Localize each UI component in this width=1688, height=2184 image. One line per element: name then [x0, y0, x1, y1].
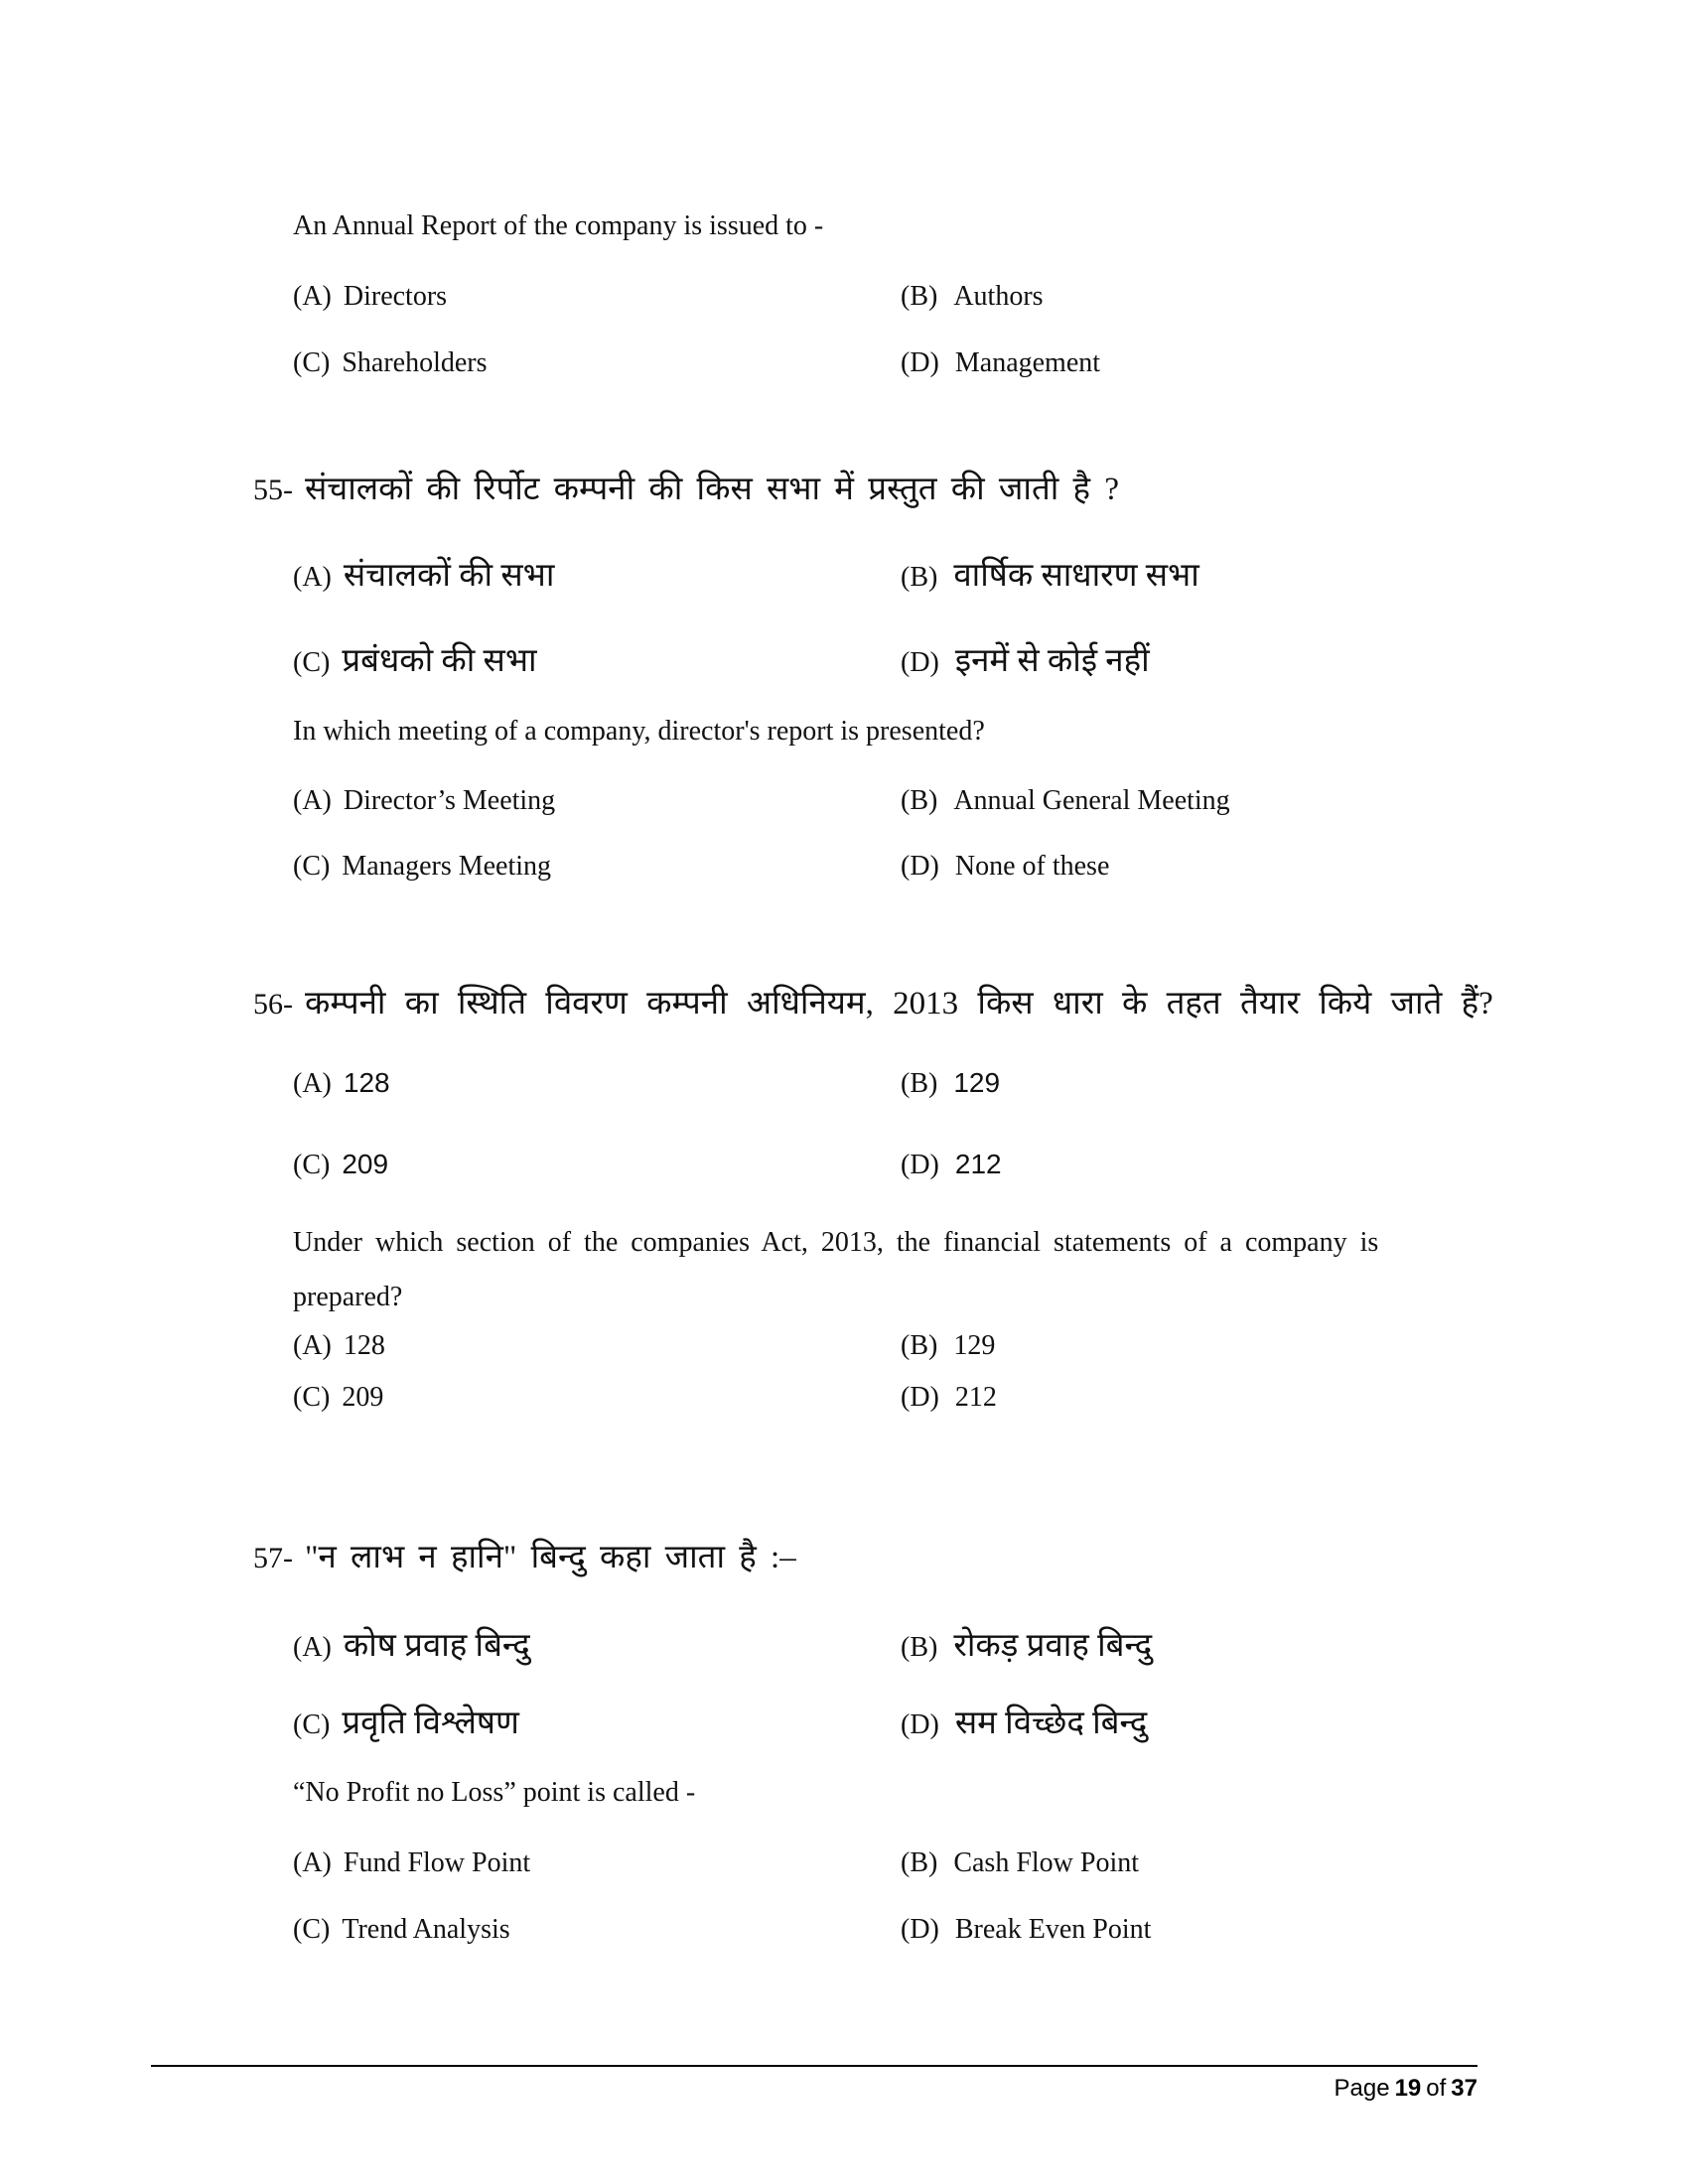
option-c-text: प्रवृति विश्लेषण: [342, 1706, 519, 1741]
option-a: [293, 1628, 530, 1664]
option-c: [293, 851, 551, 882]
option-d-label: (D): [901, 851, 939, 882]
option-c: [293, 643, 537, 679]
option-d: [901, 636, 1150, 681]
option-a: [293, 1067, 390, 1099]
option-a-text: 128: [343, 1067, 390, 1098]
option-d-text: Management: [954, 347, 1101, 378]
option-b-label: (B): [901, 785, 938, 816]
option-b-text: रोकड़ प्रवाह बिन्दु: [953, 1628, 1153, 1664]
option-d-text: None of these: [954, 851, 1110, 882]
option-d-label: (D): [901, 647, 939, 678]
option-b: [901, 1621, 1152, 1666]
question-55-hindi: [253, 465, 1119, 509]
option-d-text: 212: [954, 1149, 1002, 1179]
option-c-text: Shareholders: [342, 347, 488, 378]
question-56-number: 56-: [253, 988, 293, 1021]
option-c-text: Trend Analysis: [342, 1914, 510, 1945]
option-c-label: (C): [293, 1709, 331, 1740]
option-c-label: (C): [293, 851, 331, 882]
option-a-label: (A): [293, 1330, 332, 1361]
option-a-text: संचालकों की सभा: [343, 558, 555, 594]
question-57-english-options-row-1: [293, 1847, 1504, 1879]
option-d-text: सम विच्छेद बिन्दु: [954, 1706, 1148, 1741]
footer-divider-line: [151, 2065, 1477, 2067]
option-c-label: (C): [293, 1914, 331, 1945]
option-b-label: (B): [901, 1330, 938, 1361]
question-54-english-options-row-2: [293, 347, 1504, 379]
question-56-hindi-text: कम्पनी का स्थिति विवरण कम्पनी अधिनियम, 2013 किस धारा के तहत तैयार किये जाते हैं?: [305, 986, 1493, 1022]
option-d-label: (D): [901, 1150, 939, 1180]
question-57-english-text: “No Profit no Loss” point is called -: [293, 1777, 696, 1808]
option-b: [901, 551, 1199, 596]
option-d-label: (D): [901, 347, 939, 378]
option-c-label: (C): [293, 1382, 331, 1413]
option-c: [293, 1149, 389, 1180]
option-b: [901, 1847, 1139, 1879]
option-b-text: 129: [953, 1067, 1001, 1098]
option-a: [293, 785, 555, 816]
question-55-hindi-options-row-2: [293, 636, 1504, 681]
option-d-label: (D): [901, 1709, 939, 1740]
option-b-label: (B): [901, 1632, 938, 1663]
option-a-text: कोष प्रवाह बिन्दु: [343, 1628, 530, 1664]
option-d-text: Break Even Point: [954, 1914, 1152, 1945]
option-d: [901, 347, 1100, 379]
question-57-english-options-row-2: [293, 1914, 1504, 1946]
option-d-label: (D): [901, 1382, 939, 1413]
question-57-hindi-options-row-1: [293, 1621, 1504, 1666]
option-a-label: (A): [293, 1068, 332, 1099]
option-d: [901, 1699, 1147, 1743]
option-d: [901, 1914, 1151, 1946]
option-c: [293, 1914, 510, 1945]
option-a-text: Directors: [343, 281, 448, 312]
option-d: [901, 851, 1109, 883]
option-b-text: Annual General Meeting: [953, 785, 1230, 816]
question-55-hindi-text: संचालकों की रिर्पोट कम्पनी की किस सभा में प्रस्तुत की जाती है ?: [305, 472, 1119, 507]
option-a: [293, 1847, 530, 1878]
option-b: [901, 1330, 995, 1362]
option-a-text: Director’s Meeting: [343, 785, 556, 816]
question-57-hindi: [253, 1533, 796, 1577]
question-55-hindi-options-row-1: [293, 551, 1504, 596]
option-c-label: (C): [293, 347, 331, 378]
question-56-hindi-options-row-2: [293, 1149, 1504, 1181]
footer-of-word: of: [1426, 2075, 1447, 2102]
question-56-hindi-options-row-1: [293, 1067, 1504, 1100]
option-b-text: 129: [953, 1330, 996, 1361]
question-56-english-line-1: Under which section of the companies Act, 2013, the financial statements of a company is: [293, 1227, 1379, 1258]
option-a-label: (A): [293, 785, 332, 816]
option-b-label: (B): [901, 562, 938, 593]
question-57-number: 57-: [253, 1542, 293, 1574]
option-a: [293, 281, 447, 312]
question-57-hindi-options-row-2: [293, 1699, 1504, 1743]
option-c-label: (C): [293, 1150, 331, 1180]
question-55-english-options-row-2: [293, 851, 1504, 883]
question-55-english-options-row-1: [293, 785, 1504, 817]
question-56-english-options-row-1: [293, 1330, 1504, 1362]
option-b-label: (B): [901, 1847, 938, 1878]
option-a-text: 128: [343, 1330, 385, 1361]
option-b-text: Authors: [953, 281, 1044, 312]
option-a-label: (A): [293, 281, 332, 312]
option-a-text: Fund Flow Point: [343, 1847, 531, 1878]
option-a-label: (A): [293, 562, 332, 593]
option-c: [293, 1706, 519, 1741]
question-56-english-options-row-2: [293, 1382, 1504, 1414]
option-c-label: (C): [293, 647, 331, 678]
question-57-hindi-text: "न लाभ न हानि" बिन्दु कहा जाता है :–: [305, 1540, 796, 1575]
option-a-label: (A): [293, 1847, 332, 1878]
option-c: [293, 347, 488, 378]
option-b-label: (B): [901, 1068, 938, 1099]
question-55-number: 55-: [253, 474, 293, 506]
option-a-label: (A): [293, 1632, 332, 1663]
footer-page-number: 19: [1394, 2075, 1422, 2102]
question-56-english-line-2: prepared?: [293, 1282, 403, 1312]
question-54-english-text: An Annual Report of the company is issued to -: [293, 210, 824, 241]
option-c-text: Managers Meeting: [342, 851, 552, 882]
option-d: [901, 1149, 1002, 1181]
option-d-text: 212: [954, 1382, 997, 1413]
option-b-label: (B): [901, 281, 938, 312]
option-c-text: प्रबंधको की सभा: [342, 643, 537, 679]
question-55-english-text: In which meeting of a company, director's report is presented?: [293, 716, 985, 747]
option-a: [293, 558, 555, 594]
option-b-text: वार्षिक साधारण सभा: [953, 558, 1199, 594]
option-b: [901, 281, 1044, 313]
option-b: [901, 785, 1230, 817]
page-number-footer: [1335, 2075, 1477, 2103]
option-b-text: Cash Flow Point: [953, 1847, 1140, 1878]
footer-page-word: Page: [1334, 2075, 1390, 2102]
option-b: [901, 1067, 1000, 1100]
option-d-label: (D): [901, 1914, 939, 1945]
question-56-hindi: [253, 979, 1493, 1024]
option-d: [901, 1382, 997, 1414]
footer-total-pages: 37: [1451, 2075, 1477, 2102]
option-a: [293, 1330, 385, 1361]
option-c-text: 209: [342, 1149, 389, 1179]
option-c-text: 209: [342, 1382, 384, 1413]
option-d-text: इनमें से कोई नहीं: [954, 643, 1150, 679]
question-54-english-options-row-1: [293, 281, 1504, 313]
option-c: [293, 1382, 383, 1413]
